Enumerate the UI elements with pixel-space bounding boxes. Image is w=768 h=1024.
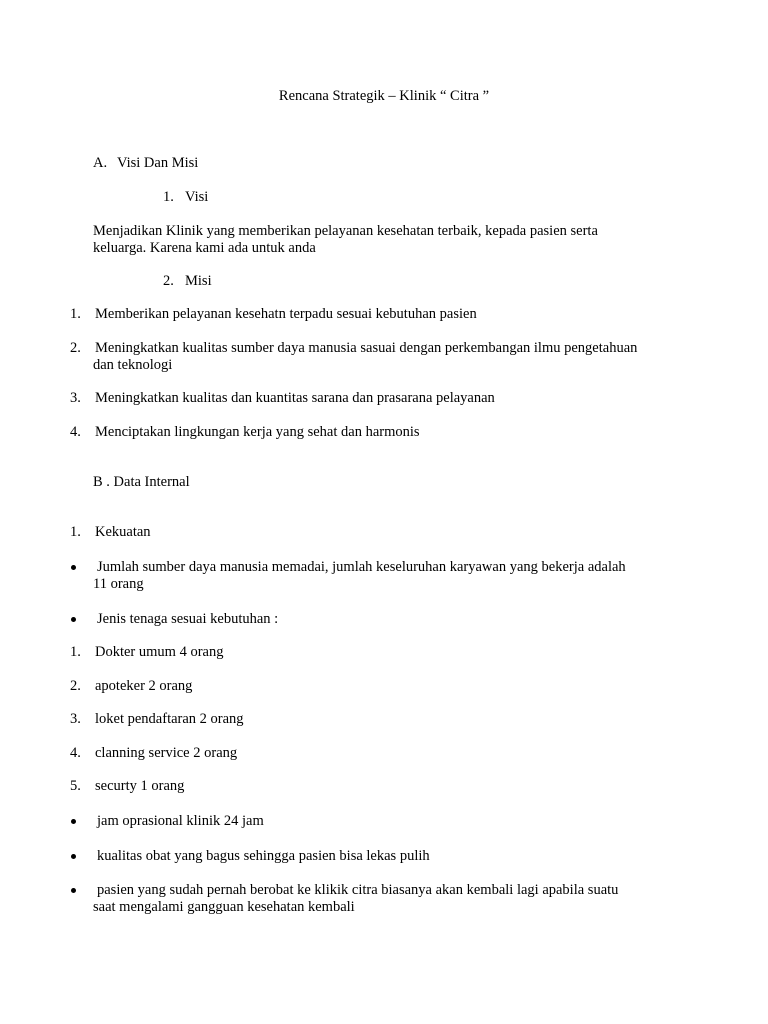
staff-item-number: 4. — [70, 745, 81, 761]
section-a-marker: A. — [93, 155, 108, 171]
staff-item-number: 3. — [70, 711, 81, 727]
staff-item-text: loket pendaftaran 2 orang — [95, 711, 244, 727]
bullet-text-continued: 11 orang — [93, 576, 144, 592]
misi-marker: 2. — [163, 273, 174, 289]
bullet-text: Jumlah sumber daya manusia memadai, jumlah keseluruhan karyawan yang bekerja adalah — [97, 559, 626, 575]
misi-item-number: 3. — [70, 390, 81, 406]
bullet-text-continued: saat mengalami gangguan kesehatan kembali — [93, 899, 355, 915]
misi-item-text: Memberikan pelayanan kesehatn terpadu sesuai kebutuhan pasien — [95, 306, 477, 322]
misi-heading: Misi — [185, 273, 212, 289]
bullet-icon — [71, 819, 76, 824]
bullet-icon — [71, 854, 76, 859]
staff-item-number: 5. — [70, 778, 81, 794]
misi-item-number: 4. — [70, 424, 81, 440]
section-b-heading: B . Data Internal — [93, 474, 190, 490]
bullet-text: pasien yang sudah pernah berobat ke klikik citra biasanya akan kembali lagi apabila suatu — [97, 882, 619, 898]
misi-item-number: 2. — [70, 340, 81, 356]
bullet-text: jam oprasional klinik 24 jam — [97, 813, 264, 829]
staff-item-text: apoteker 2 orang — [95, 678, 193, 694]
staff-item-text: clanning service 2 orang — [95, 745, 238, 761]
bullet-text: Jenis tenaga sesuai kebutuhan : — [97, 611, 279, 627]
bullet-icon — [71, 617, 76, 622]
visi-marker: 1. — [163, 189, 174, 205]
visi-text-line-1: Menjadikan Klinik yang memberikan pelayanan kesehatan terbaik, kepada pasien serta — [93, 223, 598, 239]
bullet-icon — [71, 888, 76, 893]
staff-item-text: securty 1 orang — [95, 778, 185, 794]
staff-item-number: 1. — [70, 644, 81, 660]
staff-item-number: 2. — [70, 678, 81, 694]
visi-text-line-2: keluarga. Karena kami ada untuk anda — [93, 240, 316, 256]
misi-item-text: Menciptakan lingkungan kerja yang sehat dan harmonis — [95, 424, 420, 440]
misi-item-text: Meningkatkan kualitas sumber daya manusia sasuai dengan perkembangan ilmu pengetahuan — [95, 340, 638, 356]
section-a-heading: Visi Dan Misi — [117, 155, 199, 171]
bullet-text: kualitas obat yang bagus sehingga pasien bisa lekas pulih — [97, 848, 430, 864]
bullet-icon — [71, 565, 76, 570]
visi-heading: Visi — [185, 189, 209, 205]
kekuatan-heading: Kekuatan — [95, 524, 151, 540]
kekuatan-number: 1. — [70, 524, 81, 540]
misi-item-number: 1. — [70, 306, 81, 322]
staff-item-text: Dokter umum 4 orang — [95, 644, 224, 660]
document-title: Rencana Strategik – Klinik “ Citra ” — [278, 88, 490, 104]
misi-item-text: Meningkatkan kualitas dan kuantitas sarana dan prasarana pelayanan — [95, 390, 495, 406]
misi-item-text-continued: dan teknologi — [93, 357, 173, 373]
